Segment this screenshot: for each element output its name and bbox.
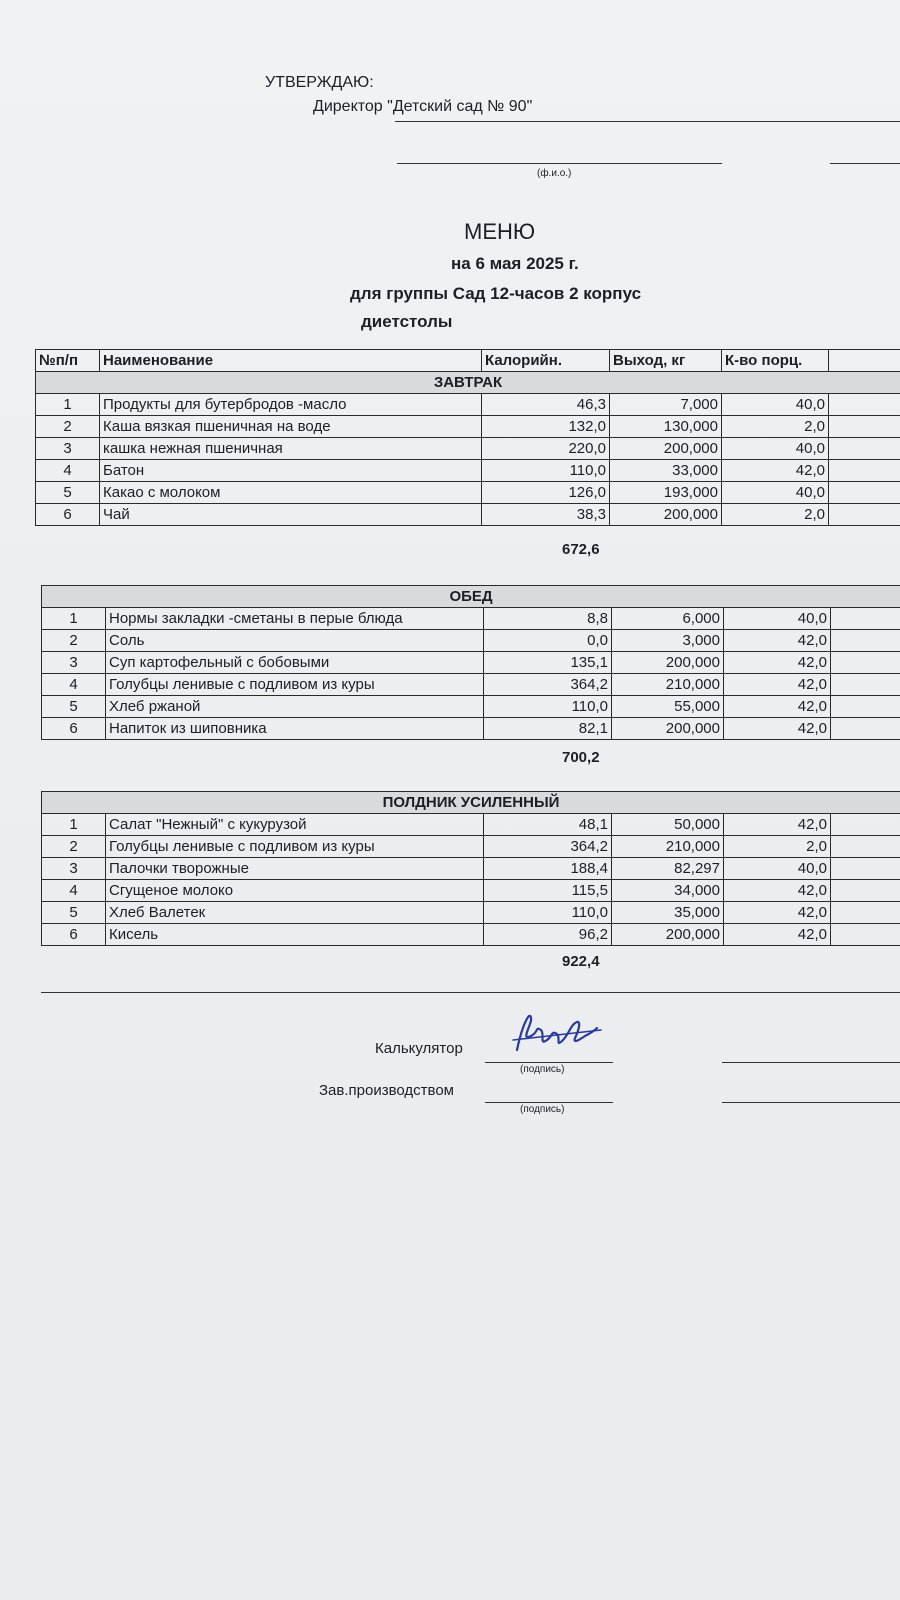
table-row: 6 Чай 38,3 200,000 2,0 [36, 504, 900, 526]
table-row: 6 Кисель 96,2 200,000 42,0 [42, 924, 900, 946]
section-title-snack: ПОЛДНИК УСИЛЕННЫЙ [42, 792, 900, 814]
table-row: 5 Какао с молоком 126,0 193,000 40,0 [36, 482, 900, 504]
table-row: 2 Голубцы ленивые с подливом из куры 364,2 210,000 2,0 [42, 836, 900, 858]
table-row: 5 Хлеб ржаной 110,0 55,000 42,0 [42, 696, 900, 718]
handwritten-signature [505, 1010, 605, 1065]
table-row: 6 Напиток из шиповника 82,1 200,000 42,0 [42, 718, 900, 740]
table-row: 3 Суп картофельный с бобовыми 135,1 200,000 42,0 [42, 652, 900, 674]
menu-date: на 6 мая 2025 г. [451, 254, 579, 273]
lunch-table [41, 585, 900, 740]
approve-heading: УТВЕРЖДАЮ: [265, 74, 374, 91]
section-title-breakfast: ЗАВТРАК [36, 372, 900, 394]
column-header-name: Наименование [100, 350, 482, 372]
section-header-row [42, 792, 900, 814]
table-row: 4 Сгущеное молоко 115,5 34,000 42,0 [42, 880, 900, 902]
breakfast-total: 672,6 [562, 541, 600, 558]
production-name-line [722, 1102, 900, 1103]
table-row: 2 Каша вязкая пшеничная на воде 132,0 130,000 2,0 [36, 416, 900, 438]
production-sign-caption: (подпись) [520, 1104, 565, 1115]
menu-group: для группы Сад 12-часов 2 корпус [350, 284, 642, 303]
calculator-sign-caption: (подпись) [520, 1064, 565, 1075]
section-title-lunch: ОБЕД [42, 586, 900, 608]
table-row: 1 Продукты для бутербродов -масло 46,3 7,000 40,0 [36, 394, 900, 416]
snack-total: 922,4 [562, 953, 600, 970]
lunch-total: 700,2 [562, 749, 600, 766]
table-row: 4 Батон 110,0 33,000 42,0 [36, 460, 900, 482]
column-header-calories: Калорийн. [482, 350, 610, 372]
director-line-text: Директор "Детский сад № 90" [313, 98, 533, 115]
table-row: 3 кашка нежная пшеничная 220,0 200,000 40,0 [36, 438, 900, 460]
table-header-row [36, 350, 900, 372]
director-underline [395, 121, 900, 122]
table-row: 1 Салат "Нежный" с кукурузой 48,1 50,000 42,0 [42, 814, 900, 836]
column-header-number: №п/п [36, 350, 100, 372]
section-header-row [42, 586, 900, 608]
fio-caption: (ф.и.о.) [537, 168, 572, 179]
table-row: 4 Голубцы ленивые с подливом из куры 364,2 210,000 42,0 [42, 674, 900, 696]
table-row: 3 Палочки творожные 188,4 82,297 40,0 [42, 858, 900, 880]
column-header-output: Выход, кг [610, 350, 722, 372]
divider [41, 992, 900, 993]
page-title: МЕНЮ [464, 219, 536, 244]
breakfast-table [35, 349, 900, 526]
snack-table [41, 791, 900, 946]
table-row: 5 Хлеб Валетек 110,0 35,000 42,0 [42, 902, 900, 924]
menu-diet: диетстолы [361, 312, 453, 331]
section-header-row [36, 372, 900, 394]
production-label: Зав.производством [319, 1082, 454, 1099]
production-sign-line [485, 1102, 613, 1103]
fio-underline-right [830, 163, 900, 164]
column-header-portions: К-во порц. [722, 350, 829, 372]
table-row: 2 Соль 0,0 3,000 42,0 [42, 630, 900, 652]
calculator-name-line [722, 1062, 900, 1063]
table-row: 1 Нормы закладки -сметаны в перые блюда 8,8 6,000 40,0 [42, 608, 900, 630]
calculator-label: Калькулятор [375, 1040, 463, 1057]
fio-underline [397, 163, 722, 164]
